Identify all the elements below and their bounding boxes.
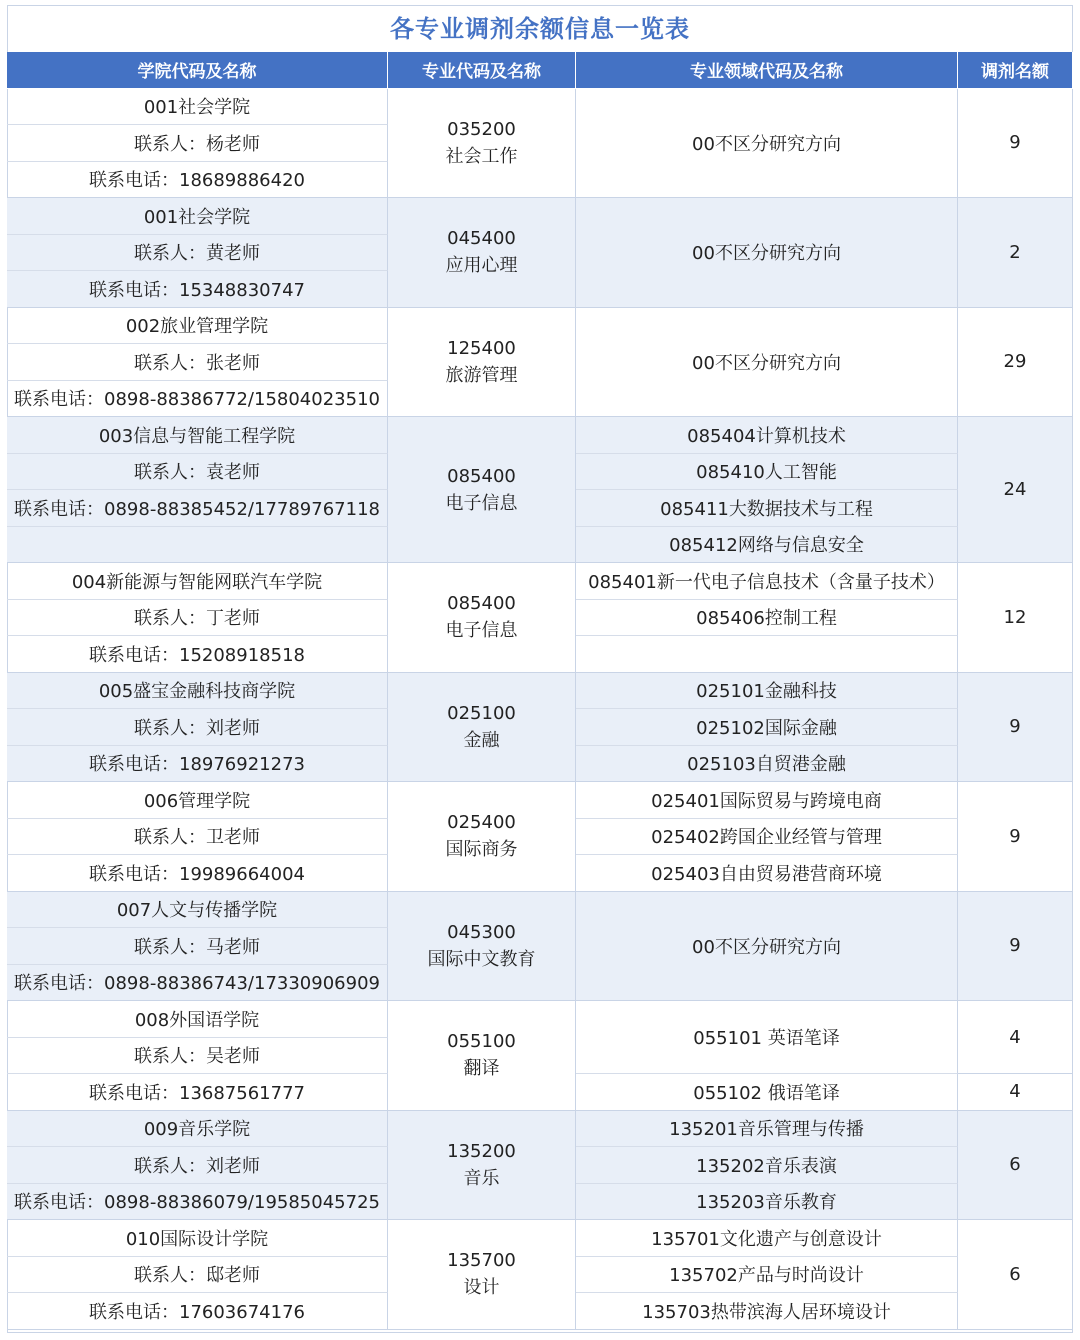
major-name: 社会工作 (445, 145, 518, 167)
major-name: 国际商务 (445, 839, 518, 861)
major-code: 085400 (447, 465, 516, 487)
college-name: 010国际设计学院 (7, 1220, 388, 1257)
contact-person: 联系人：刘老师 (7, 709, 388, 746)
quota-value: 29 (958, 308, 1073, 418)
major-cell (388, 563, 576, 673)
contact-phone: 联系电话：0898-88385452/17789767118 (7, 490, 388, 527)
header-field: 专业领域代码及名称 (576, 52, 958, 89)
contact-person: 联系人：马老师 (7, 928, 388, 965)
field-item: 135202音乐表演 (576, 1147, 958, 1184)
major-cell (388, 1220, 576, 1330)
contact-person: 联系人：刘老师 (7, 1147, 388, 1184)
major-cell (388, 1111, 576, 1221)
contact-phone: 联系电话：0898-88386079/19585045725 (7, 1184, 388, 1221)
college-name: 004新能源与智能网联汽车学院 (7, 563, 388, 600)
college-name: 001社会学院 (7, 89, 388, 126)
field-item: 055101 英语笔译 (576, 1001, 958, 1074)
header-quota: 调剂名额 (958, 52, 1073, 89)
contact-phone: 联系电话：18976921273 (7, 746, 388, 783)
contact-phone: 联系电话：0898-88386772/15804023510 (7, 381, 388, 418)
field-item: 025401国际贸易与跨境电商 (576, 782, 958, 819)
major-name: 应用心理 (445, 255, 518, 277)
header-college: 学院代码及名称 (7, 52, 388, 89)
field-item: 085410人工智能 (576, 454, 958, 491)
major-cell (388, 198, 576, 308)
field-item: 135701文化遗产与创意设计 (576, 1220, 958, 1257)
major-code: 135700 (447, 1250, 516, 1272)
contact-person: 联系人：杨老师 (7, 125, 388, 162)
contact-person: 联系人：张老师 (7, 344, 388, 381)
field-item: 00不区分研究方向 (576, 198, 958, 308)
quota-value: 2 (958, 198, 1073, 308)
major-code: 055100 (447, 1031, 516, 1053)
major-code: 045300 (447, 921, 516, 943)
field-item: 055102 俄语笔译 (576, 1074, 958, 1111)
field-item: 085406控制工程 (576, 600, 958, 637)
major-code: 135200 (447, 1140, 516, 1162)
major-name: 电子信息 (445, 492, 518, 514)
quota-value: 9 (958, 892, 1073, 1002)
major-cell (388, 417, 576, 563)
college-empty (7, 527, 388, 564)
quota-value: 9 (958, 673, 1073, 783)
field-item: 085401新一代电子信息技术（含量子技术） (576, 563, 958, 600)
major-cell (388, 892, 576, 1002)
quota-value: 4 (958, 1074, 1073, 1111)
contact-person: 联系人：袁老师 (7, 454, 388, 491)
major-cell (388, 673, 576, 783)
contact-person: 联系人：丁老师 (7, 600, 388, 637)
college-name: 006管理学院 (7, 782, 388, 819)
contact-person: 联系人：卫老师 (7, 819, 388, 856)
quota-value: 9 (958, 782, 1073, 892)
college-name: 002旅业管理学院 (7, 308, 388, 345)
field-item: 135201音乐管理与传播 (576, 1111, 958, 1148)
college-name: 007人文与传播学院 (7, 892, 388, 929)
major-code: 035200 (447, 118, 516, 140)
major-code: 025100 (447, 702, 516, 724)
college-name: 008外国语学院 (7, 1001, 388, 1038)
quota-value: 12 (958, 563, 1073, 673)
quota-value: 24 (958, 417, 1073, 563)
contact-person: 联系人：黄老师 (7, 235, 388, 272)
college-name: 009音乐学院 (7, 1111, 388, 1148)
quota-value: 9 (958, 89, 1073, 199)
page-title: 各专业调剂余额信息一览表 (390, 14, 690, 43)
contact-phone: 联系电话：15208918518 (7, 636, 388, 673)
major-name: 翻译 (463, 1058, 500, 1080)
contact-phone: 联系电话：18689886420 (7, 162, 388, 199)
major-code: 125400 (447, 337, 516, 359)
header-major: 专业代码及名称 (388, 52, 576, 89)
contact-phone: 联系电话：0898-88386743/17330906909 (7, 965, 388, 1002)
contact-person: 联系人：吴老师 (7, 1038, 388, 1075)
major-code: 085400 (447, 593, 516, 615)
major-code: 025400 (447, 812, 516, 834)
major-name: 金融 (463, 729, 500, 751)
contact-phone: 联系电话：19989664004 (7, 855, 388, 892)
field-item: 00不区分研究方向 (576, 308, 958, 418)
college-name: 001社会学院 (7, 198, 388, 235)
quota-value: 6 (958, 1111, 1073, 1221)
college-name: 003信息与智能工程学院 (7, 417, 388, 454)
major-name: 国际中文教育 (427, 948, 536, 970)
contact-person: 联系人：邸老师 (7, 1257, 388, 1294)
field-item: 025102国际金融 (576, 709, 958, 746)
major-name: 电子信息 (445, 620, 518, 642)
contact-phone: 联系电话：15348830747 (7, 271, 388, 308)
quota-value: 4 (958, 1001, 1073, 1074)
field-item: 00不区分研究方向 (576, 89, 958, 199)
contact-phone: 联系电话：17603674176 (7, 1293, 388, 1330)
major-code: 045400 (447, 228, 516, 250)
field-item: 025402跨国企业经管与管理 (576, 819, 958, 856)
major-cell (388, 1001, 576, 1111)
field-item: 00不区分研究方向 (576, 892, 958, 1002)
quota-table (7, 52, 1073, 1330)
quota-value: 6 (958, 1220, 1073, 1330)
field-item: 135203音乐教育 (576, 1184, 958, 1221)
major-cell (388, 89, 576, 199)
contact-phone: 联系电话：13687561777 (7, 1074, 388, 1111)
major-name: 旅游管理 (445, 364, 518, 386)
field-item (576, 636, 958, 673)
field-item: 085404计算机技术 (576, 417, 958, 454)
field-item: 085412网络与信息安全 (576, 527, 958, 564)
field-item: 025101金融科技 (576, 673, 958, 710)
field-item: 025403自由贸易港营商环境 (576, 855, 958, 892)
major-cell (388, 782, 576, 892)
major-name: 设计 (463, 1277, 500, 1299)
field-item: 085411大数据技术与工程 (576, 490, 958, 527)
major-name: 音乐 (463, 1167, 500, 1189)
field-item: 135703热带滨海人居环境设计 (576, 1293, 958, 1330)
college-name: 005盛宝金融科技商学院 (7, 673, 388, 710)
major-cell (388, 308, 576, 418)
field-item: 135702产品与时尚设计 (576, 1257, 958, 1294)
field-item: 025103自贸港金融 (576, 746, 958, 783)
